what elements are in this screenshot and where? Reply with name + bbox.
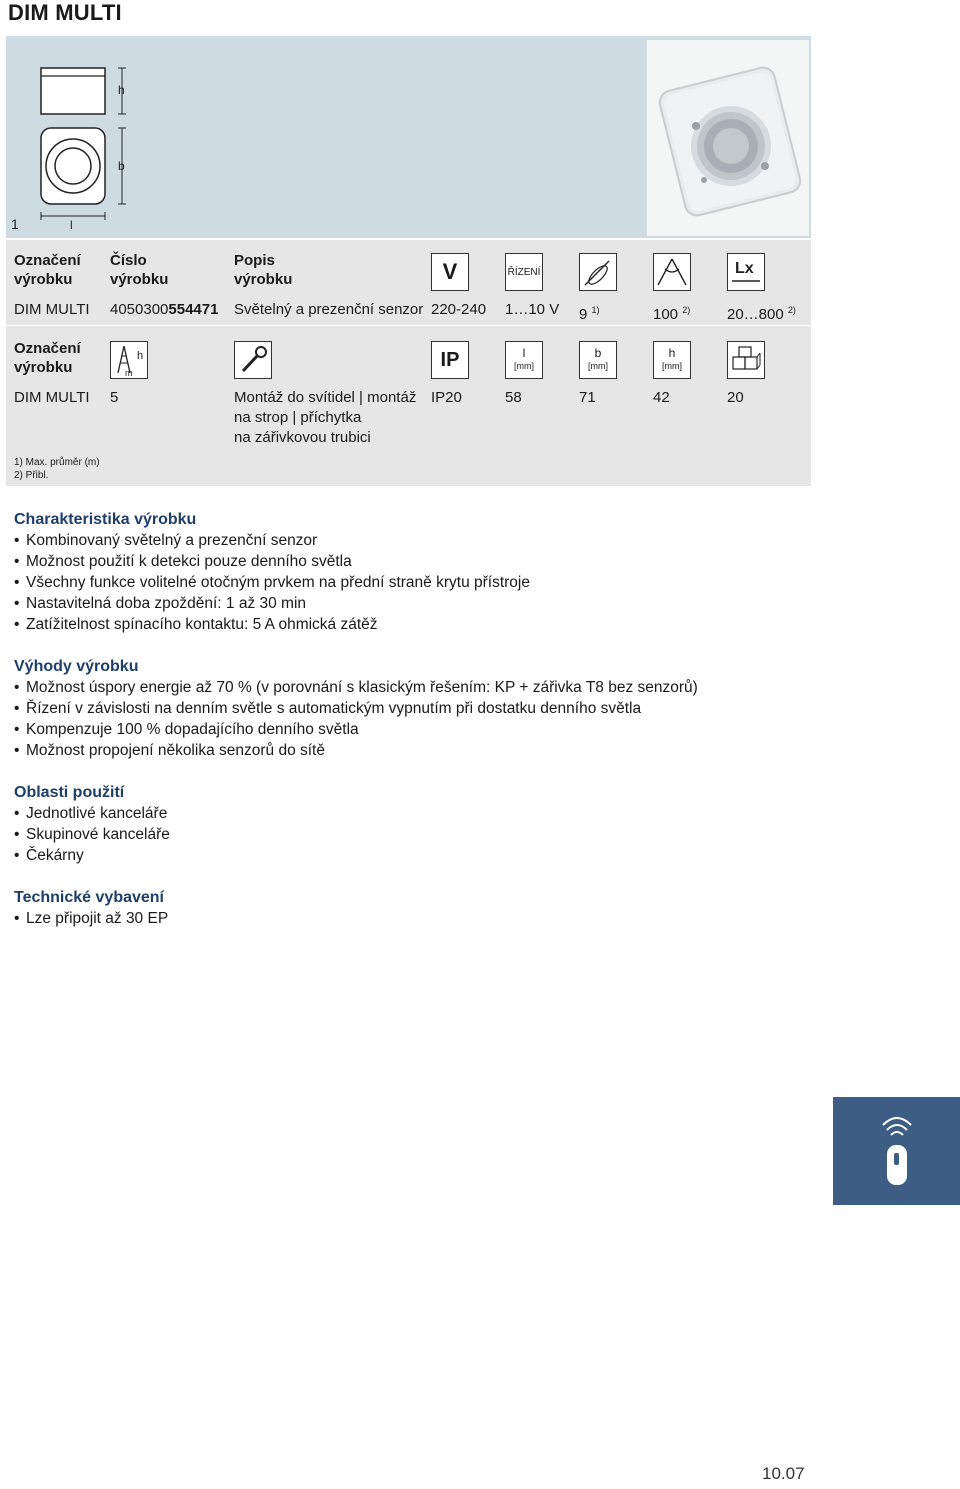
page-title: DIM MULTI [8, 0, 122, 25]
list-item: • Kompenzuje 100 % dopadajícího denního světla [14, 719, 944, 740]
remote-wireless-icon [833, 1097, 960, 1205]
list-item: • Čekárny [14, 845, 944, 866]
header2-oznaceni: Označení výrobku [14, 340, 81, 376]
section-title: Oblasti použití [14, 784, 125, 801]
list-item: • Lze připojit až 30 EP [14, 908, 944, 929]
row2-vyska: 5 [110, 389, 119, 406]
sensor-image [647, 40, 809, 236]
list-item: • Možnost úspory energie až 70 % (v porovnání s klasickým řešením: KP + zářivka T8 bez senzorů) [14, 677, 944, 698]
list-item: • Zatížitelnost spínacího kontaktu: 5 A ohmická zátěž [14, 614, 944, 635]
list-item: • Možnost propojení několika senzorů do sítě [14, 740, 944, 761]
prumer-note: 1) [591, 305, 600, 315]
row1-napeti: 220-240 [431, 301, 487, 318]
row2-ip: IP20 [431, 389, 462, 406]
width-icon [579, 341, 617, 379]
drawing-number: 1 [11, 216, 19, 232]
row1-uhel [653, 300, 690, 325]
wrench-icon [234, 341, 272, 379]
lux-icon [727, 253, 765, 291]
row1-prumer [579, 300, 600, 325]
lux-note: 2) [787, 305, 796, 315]
voltage-icon: V [431, 253, 469, 291]
cislo-bold: 554471 [168, 301, 219, 318]
label-b: b [118, 159, 125, 173]
list-item: • Řízení v závislosti na denním světle s automatickým vypnutím při dostatku denního světla [14, 698, 944, 719]
row2-package: 20 [727, 389, 744, 406]
section-oblasti [14, 782, 944, 866]
list-item: • Jednotlivé kanceláře [14, 803, 944, 824]
mounting-height-icon [110, 341, 148, 379]
cislo-prefix: 4050300 [110, 301, 169, 318]
length-unit: [mm] [514, 361, 534, 371]
row1-oznaceni: DIM MULTI [14, 301, 90, 318]
length-icon [505, 341, 543, 379]
ip-icon: IP [431, 341, 469, 379]
ladder-m-label: m [125, 368, 133, 378]
width-unit: [mm] [588, 361, 608, 371]
row1-lux [727, 300, 796, 325]
svg-text:Lx: Lx [735, 260, 754, 277]
list-item: • Možnost použití k detekci pouze denního světla [14, 551, 944, 572]
list-item: • Kombinovaný světelný a prezenční senzor [14, 530, 944, 551]
label-h: h [118, 83, 125, 97]
list-item: • Všechny funkce volitelné otočným prvkem na přední straně krytu přístroje [14, 572, 944, 593]
row2-width: 71 [579, 389, 596, 406]
footnote-2: 2) Přibl. [14, 470, 49, 481]
row1-popis: Světelný a prezenční senzor [234, 301, 424, 318]
section-vybaveni [14, 887, 944, 929]
uhel-value: 100 [653, 306, 679, 323]
section-vyhody [14, 656, 944, 761]
height-label: h [668, 346, 676, 360]
label-l: l [70, 218, 73, 232]
section-title: Výhody výrobku [14, 658, 139, 675]
header-cislo: Číslo výrobku [110, 252, 169, 288]
height-unit: [mm] [662, 361, 682, 371]
header-oznaceni: Označení výrobku [14, 252, 81, 288]
page-number: 10.07 [762, 1464, 805, 1483]
row1-cislo [110, 300, 218, 320]
dimension-drawing [6, 36, 646, 238]
section-title: Technické vybavení [14, 889, 164, 906]
detection-angle-icon [653, 253, 691, 291]
section-charakteristika [14, 509, 944, 635]
control-icon: ŘÍZENÍ [505, 253, 543, 291]
detection-diameter-icon [579, 253, 617, 291]
ladder-h-label: h [137, 350, 144, 362]
row2-length: 58 [505, 389, 522, 406]
row2-oznaceni: DIM MULTI [14, 389, 90, 406]
width-label: b [594, 346, 602, 360]
prumer-value: 9 [579, 306, 588, 323]
length-label: l [522, 346, 526, 360]
package-icon [727, 341, 765, 379]
height-icon [653, 341, 691, 379]
uhel-note: 2) [682, 305, 691, 315]
lux-value: 20…800 [727, 306, 784, 323]
table-divider [6, 325, 811, 326]
header-popis: Popis výrobku [234, 252, 293, 288]
footnote-1: 1) Max. průměr (m) [14, 457, 100, 468]
section-title: Charakteristika výrobku [14, 511, 197, 528]
row2-height: 42 [653, 389, 670, 406]
list-item: • Skupinové kanceláře [14, 824, 944, 845]
list-item: • Nastavitelná doba zpoždění: 1 až 30 min [14, 593, 944, 614]
row2-montaz: Montáž do svítidel | montáž na strop | příchytka na zářivkovou trubici [234, 389, 417, 446]
row1-rizeni: 1…10 V [505, 301, 560, 318]
